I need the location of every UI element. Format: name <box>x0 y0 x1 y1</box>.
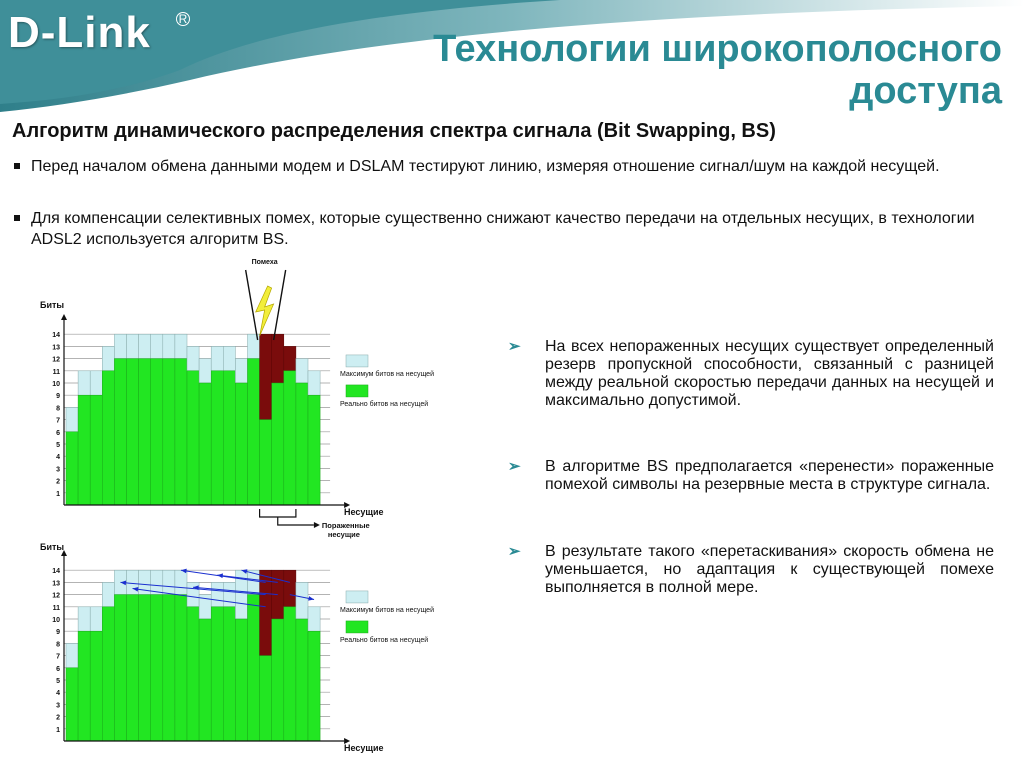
real-bits-bar <box>235 383 247 505</box>
chevron-right-icon: ➢ <box>508 458 521 475</box>
legend-swatch-real <box>346 621 368 633</box>
max-bits-bar <box>296 582 308 619</box>
affected-carrier-bar <box>284 570 296 607</box>
real-bits-bar <box>284 607 296 741</box>
y-tick-label: 4 <box>56 454 60 462</box>
y-tick-label: 7 <box>56 653 60 661</box>
bullet-square-icon <box>14 215 20 221</box>
max-bits-bar <box>308 371 320 395</box>
legend-label-real: Реально битов на несущей <box>340 636 429 644</box>
max-bits-bar <box>151 334 163 358</box>
max-bits-bar <box>78 371 90 395</box>
right-bullet-item <box>508 338 994 410</box>
real-bits-bar <box>90 631 102 741</box>
max-bits-bar <box>175 334 187 358</box>
bullet-item <box>12 156 992 177</box>
real-bits-bar <box>187 607 199 741</box>
real-bits-bar <box>114 359 126 505</box>
registered-mark: R <box>176 12 190 26</box>
real-bits-bar <box>223 371 235 505</box>
real-bits-bar <box>308 631 320 741</box>
legend-swatch-max <box>346 591 368 603</box>
affected-bracket-arrow <box>314 522 320 528</box>
max-bits-bar <box>163 570 175 594</box>
max-bits-bar <box>211 582 223 606</box>
real-bits-bar <box>296 619 308 741</box>
real-bits-bar <box>151 359 163 505</box>
affected-bracket <box>260 509 314 525</box>
real-bits-bar <box>66 432 78 505</box>
real-bits-bar <box>211 607 223 741</box>
real-bits-bar <box>163 359 175 505</box>
max-bits-bar <box>90 371 102 395</box>
y-axis-arrow <box>61 314 67 320</box>
real-bits-bar <box>296 383 308 505</box>
y-tick-label: 6 <box>56 429 60 437</box>
max-bits-bar <box>163 334 175 358</box>
max-bits-bar <box>114 334 126 358</box>
legend-label-real: Реально битов на несущей <box>340 400 429 408</box>
real-bits-bar <box>102 607 114 741</box>
y-tick-label: 3 <box>56 702 60 710</box>
bullet-square-icon <box>14 163 20 169</box>
real-bits-bar <box>260 420 272 505</box>
max-bits-bar <box>199 359 211 383</box>
y-tick-label: 12 <box>52 592 60 600</box>
y-tick-label: 8 <box>56 405 60 413</box>
affected-carrier-bar <box>260 570 272 655</box>
real-bits-bar <box>260 656 272 741</box>
y-tick-label: 6 <box>56 665 60 673</box>
y-tick-label: 10 <box>52 381 60 388</box>
section-subtitle: Алгоритм динамического распределения спектра сигнала (Bit Swapping, BS) <box>12 120 776 142</box>
y-tick-label: 14 <box>52 568 60 576</box>
max-bits-bar <box>66 407 78 431</box>
max-bits-bar <box>296 359 308 383</box>
real-bits-bar <box>235 619 247 741</box>
legend-swatch-real <box>346 385 368 397</box>
y-tick-label: 5 <box>56 678 60 685</box>
real-bits-bar <box>163 595 175 741</box>
bullet-text: Для компенсации селективных помех, которые существенно снижают качество передачи на отдельных несущих, в технологии ADSL2 используется алгоритм BS. <box>31 210 975 248</box>
max-bits-bar <box>308 607 320 631</box>
right-bullet-text: На всех непораженных несущих существует определенный резерв пропускной способности, связанный с разницей между реальной скоростью передачи данных на несущей и максимально допустимой. <box>545 338 994 409</box>
real-bits-bar <box>90 395 102 505</box>
max-bits-bar <box>78 607 90 631</box>
y-tick-label: 11 <box>52 368 60 376</box>
real-bits-bar <box>139 595 151 741</box>
real-bits-bar <box>102 371 114 505</box>
legend-label-max: Максимум битов на несущей <box>340 370 434 378</box>
max-bits-bar <box>223 346 235 370</box>
y-tick-label: 9 <box>56 393 60 401</box>
max-bits-bar <box>66 643 78 667</box>
right-bullet-text: В алгоритме BS предполагается «перенести» пораженные помехой символы на резервные места в структуре сигнала. <box>545 458 994 493</box>
real-bits-bar <box>248 359 260 505</box>
real-bits-bar <box>78 395 90 505</box>
noise-label: Помеха <box>251 259 278 266</box>
real-bits-bar <box>139 359 151 505</box>
real-bits-bar <box>175 595 187 741</box>
y-tick-label: 2 <box>56 478 60 486</box>
real-bits-bar <box>199 383 211 505</box>
max-bits-bar <box>90 607 102 631</box>
y-tick-label: 3 <box>56 466 60 474</box>
real-bits-bar <box>248 595 260 741</box>
affected-carrier-bar <box>272 334 284 383</box>
real-bits-bar <box>272 619 284 741</box>
lightning-icon <box>256 286 274 336</box>
real-bits-bar <box>175 359 187 505</box>
y-tick-label: 2 <box>56 714 60 722</box>
bit-chart-after <box>28 540 508 765</box>
max-bits-bar <box>127 334 139 358</box>
y-tick-label: 9 <box>56 629 60 637</box>
y-tick-label: 4 <box>56 690 60 698</box>
real-bits-bar <box>127 359 139 505</box>
real-bits-bar <box>127 595 139 741</box>
max-bits-bar <box>102 582 114 606</box>
bit-move-arrowhead <box>308 596 314 601</box>
real-bits-bar <box>223 607 235 741</box>
y-tick-label: 13 <box>52 580 60 588</box>
real-bits-bar <box>308 395 320 505</box>
y-tick-label: 7 <box>56 417 60 425</box>
legend-swatch-max <box>346 355 368 367</box>
y-tick-label: 11 <box>52 604 60 612</box>
max-bits-bar <box>235 359 247 383</box>
max-bits-bar <box>211 346 223 370</box>
bullet-item <box>12 208 1002 250</box>
affected-label-line2: несущие <box>327 530 360 539</box>
y-tick-label: 12 <box>52 356 60 364</box>
real-bits-bar <box>272 383 284 505</box>
real-bits-bar <box>284 371 296 505</box>
y-axis-label: Биты <box>40 300 65 310</box>
x-axis-label: Несущие <box>344 507 384 517</box>
max-bits-bar <box>187 346 199 370</box>
real-bits-bar <box>199 619 211 741</box>
max-bits-bar <box>223 582 235 606</box>
right-bullet-item <box>508 543 994 597</box>
legend-label-max: Максимум битов на несущей <box>340 606 434 614</box>
page-title-line2: доступа <box>849 70 1002 112</box>
affected-label-line1: Пораженные <box>321 521 370 530</box>
real-bits-bar <box>114 595 126 741</box>
bit-chart-before <box>28 252 508 539</box>
affected-carrier-bar <box>260 334 272 419</box>
y-axis-label: Биты <box>40 542 65 552</box>
max-bits-bar <box>102 346 114 370</box>
real-bits-bar <box>66 668 78 741</box>
dlink-logo: D-Link <box>8 8 151 57</box>
y-tick-label: 10 <box>52 617 60 624</box>
chevron-right-icon: ➢ <box>508 543 521 560</box>
x-axis-label: Несущие <box>344 743 384 753</box>
affected-carrier-bar <box>284 346 296 370</box>
y-tick-label: 14 <box>52 332 60 340</box>
y-tick-label: 1 <box>56 726 60 734</box>
real-bits-bar <box>78 631 90 741</box>
y-tick-label: 13 <box>52 344 60 352</box>
y-tick-label: 5 <box>56 442 60 449</box>
real-bits-bar <box>211 371 223 505</box>
y-tick-label: 8 <box>56 641 60 649</box>
y-tick-label: 1 <box>56 490 60 498</box>
bullet-text: Перед началом обмена данными модем и DSLAM тестируют линию, измеряя отношение сигнал/шум на каждой несущей. <box>31 158 940 175</box>
max-bits-bar <box>175 570 187 594</box>
right-bullet-item <box>508 458 994 494</box>
page-title-line1: Технологии широкополосного <box>433 28 1002 70</box>
right-bullet-text: В результате такого «перетаскивания» скорость обмена не уменьшается, но адаптация к существующей помехе выполняется в полной мере. <box>545 543 994 596</box>
real-bits-bar <box>151 595 163 741</box>
max-bits-bar <box>139 334 151 358</box>
real-bits-bar <box>187 371 199 505</box>
chevron-right-icon: ➢ <box>508 338 521 355</box>
page-title <box>362 28 1002 112</box>
